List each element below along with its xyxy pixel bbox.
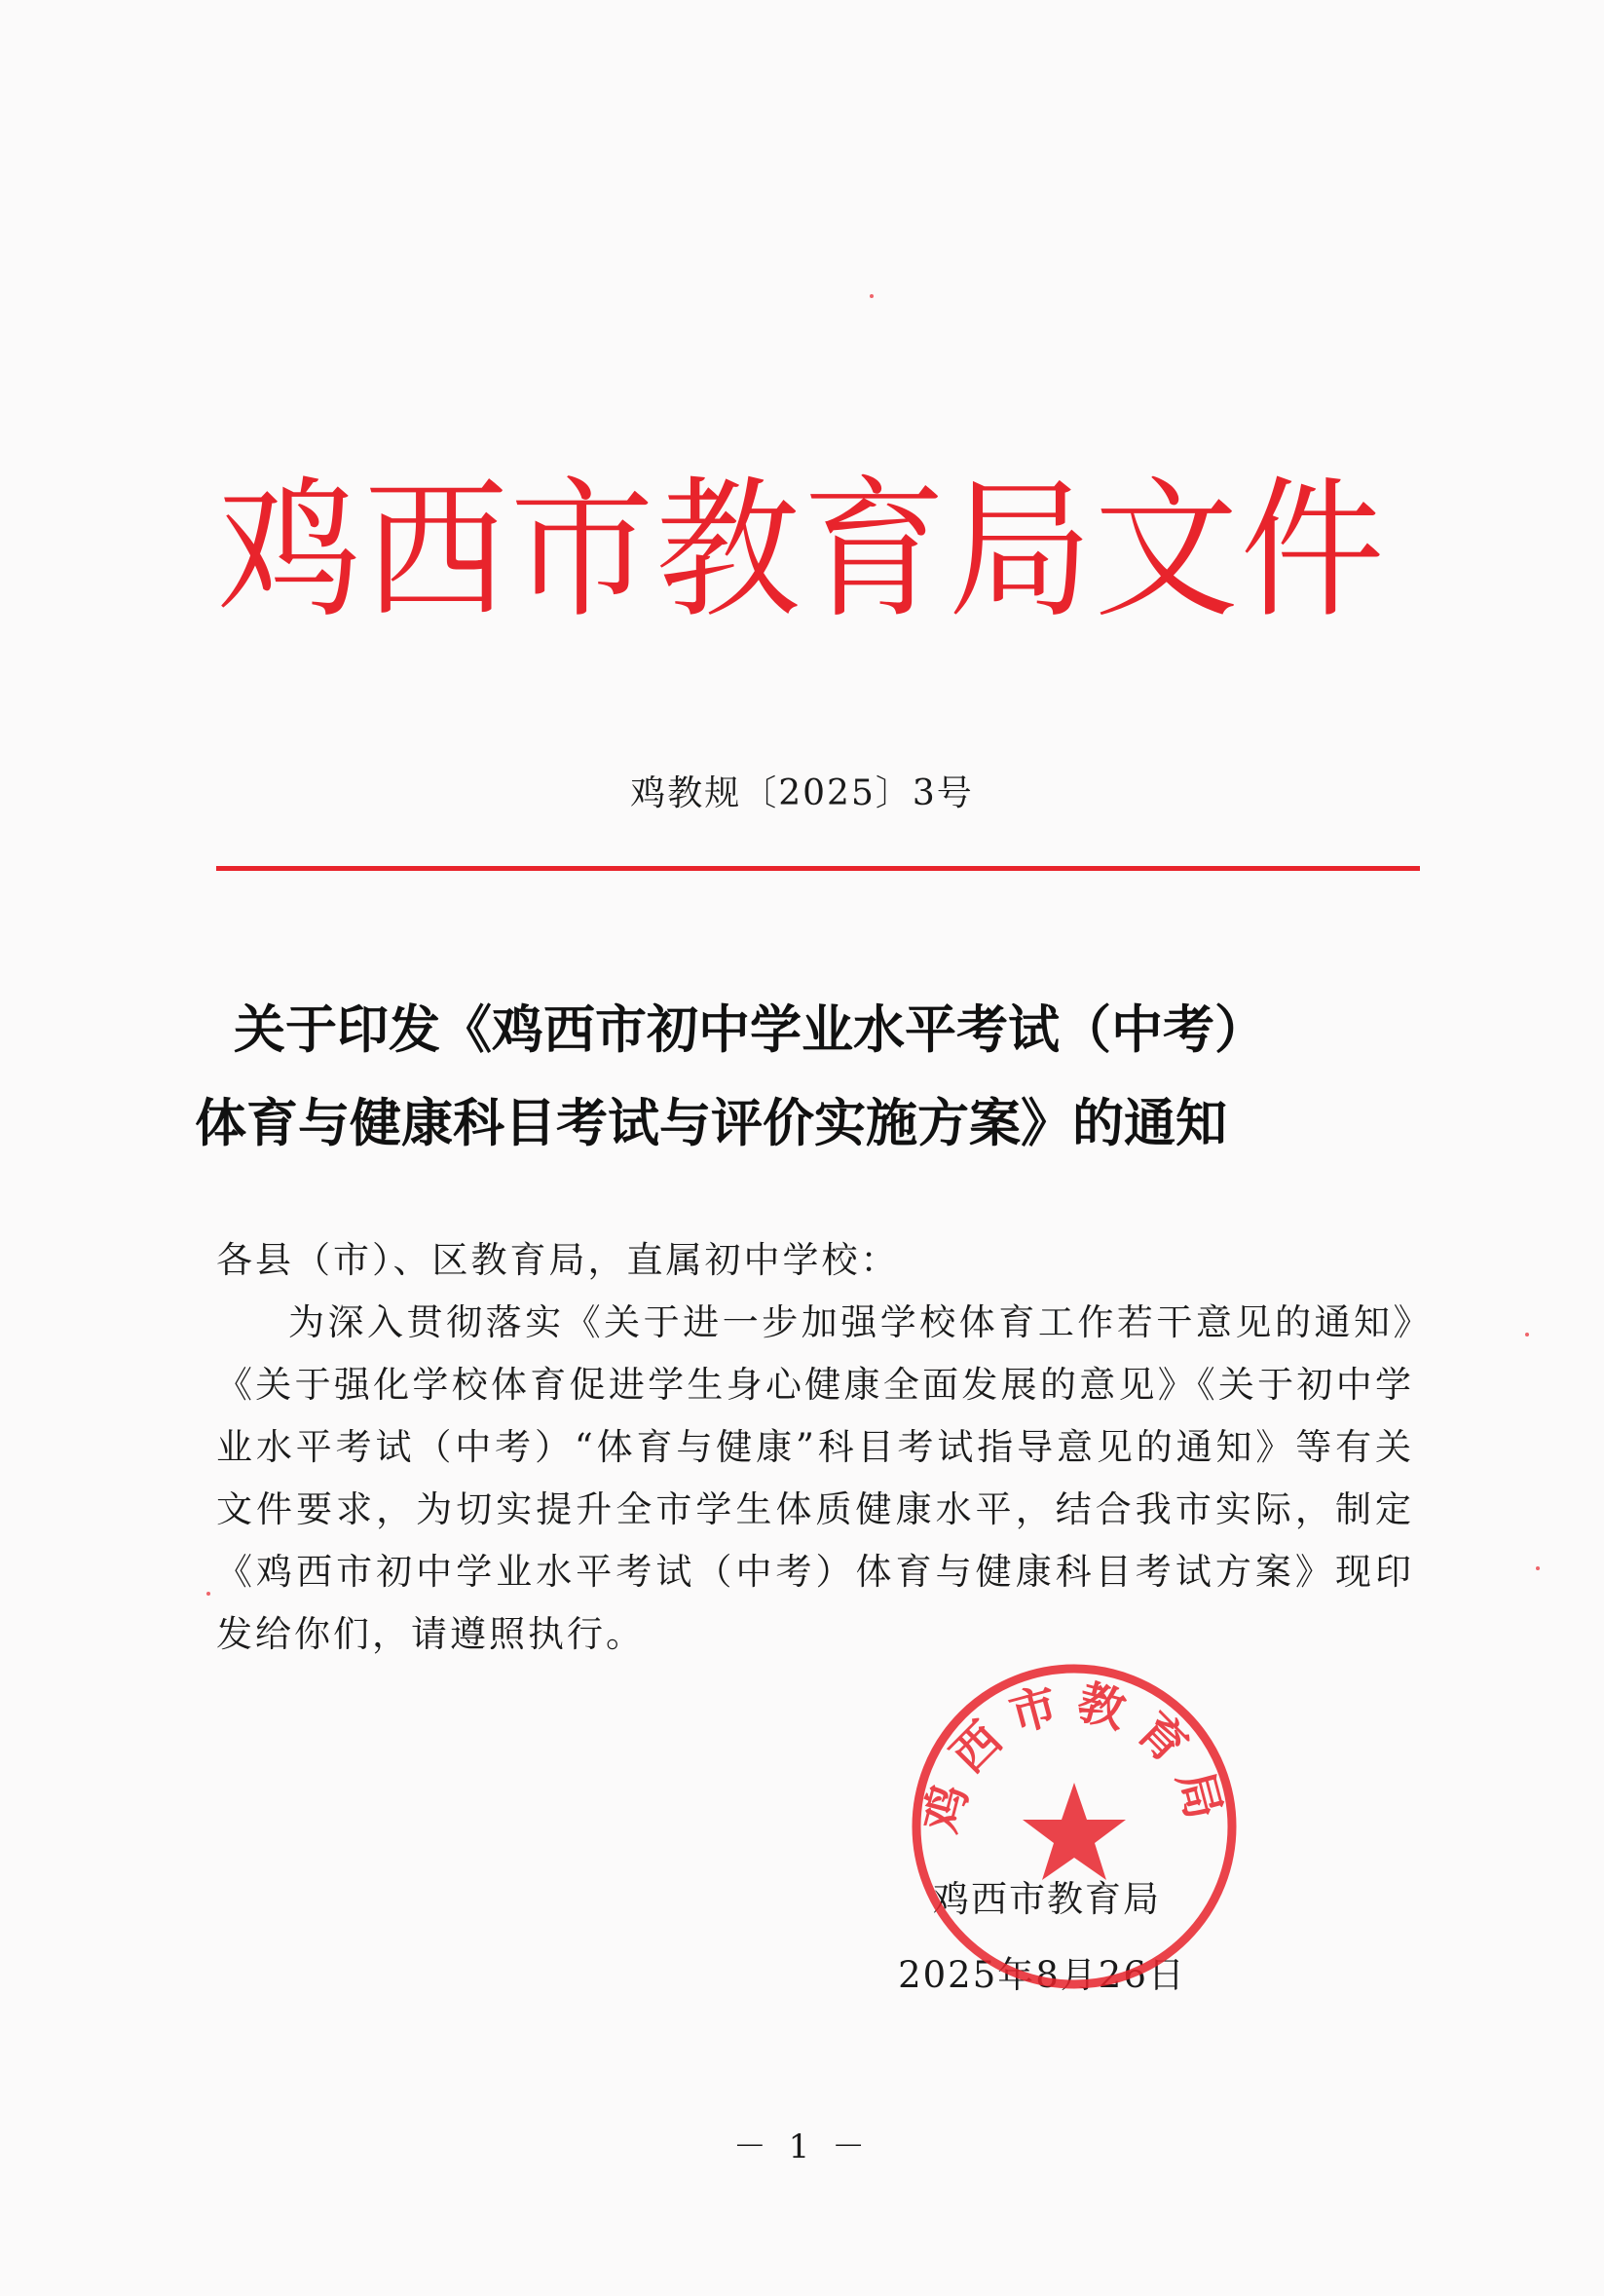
print-speck xyxy=(1525,1333,1529,1336)
document-number: 鸡教规〔2025〕3号 xyxy=(630,773,974,813)
masthead-title: 鸡西市教育局文件 xyxy=(217,462,1387,639)
issuing-organization: 鸡西市教育局 xyxy=(933,1878,1161,1920)
page-number: － 1 － xyxy=(732,2127,872,2166)
notice-body xyxy=(216,1229,1414,1666)
red-divider-line xyxy=(216,866,1420,871)
title-line-1: 关于印发《鸡西市初中学业水平考试（中考） xyxy=(234,1000,1266,1060)
salutation: 各县（市）、区教育局，直属初中学校： xyxy=(216,1239,900,1281)
print-speck xyxy=(1536,1566,1540,1570)
notice-title xyxy=(195,984,1422,1171)
svg-text:鸡西市教育局: 鸡西市教育局 xyxy=(914,1675,1235,1838)
issue-date: 2025年8月26日 xyxy=(898,1954,1186,1996)
official-seal-stamp xyxy=(904,1656,1245,1997)
body-paragraph: 为深入贯彻落实《关于进一步加强学校体育工作若干意见的通知》《关于强化学校体育促进学生身心健康全面发展的意见》《关于初中学业水平考试（中考）“体育与健康”科目考试指导意见的通知》等有关文件要求，为切实提升全市学生体质健康水平，结合我市实际，制定《鸡西市初中学业水平考试（中考）体育与健康科目考试方案》现印发给你们，请遵照执行。 xyxy=(216,1301,1414,1655)
print-speck xyxy=(206,1592,210,1596)
print-speck xyxy=(870,294,874,298)
title-line-2: 体育与健康科目考试与评价实施方案》的通知 xyxy=(195,1094,1227,1153)
